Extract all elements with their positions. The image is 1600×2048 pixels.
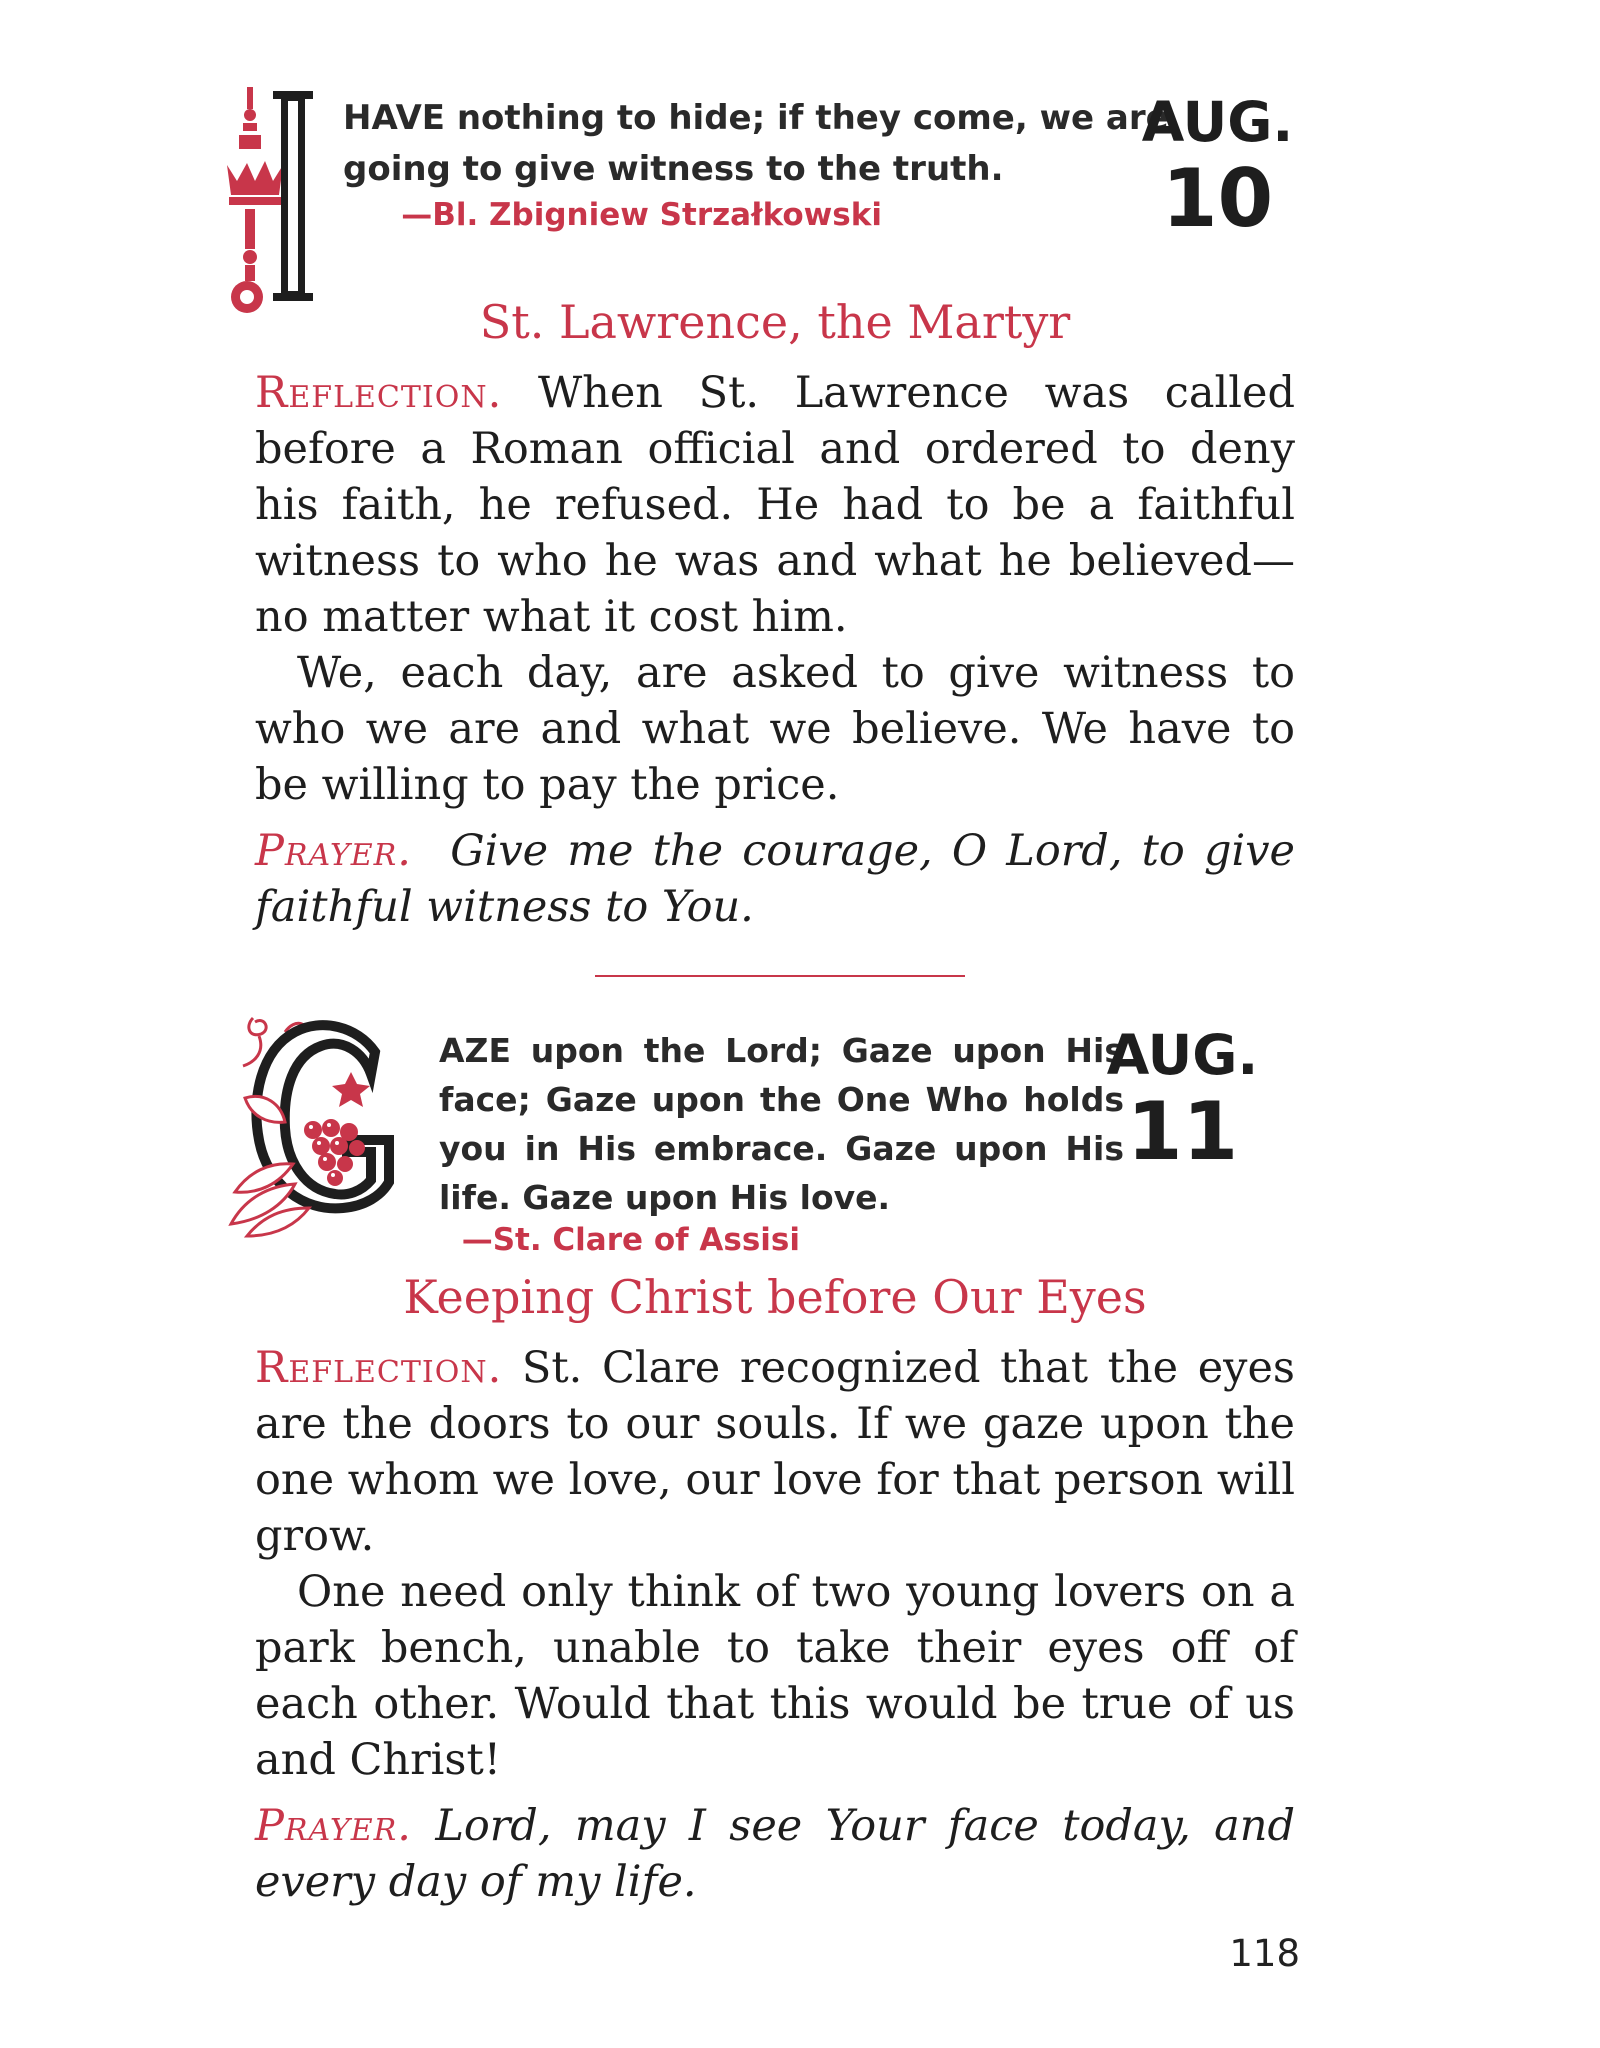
reflection-text: When St. Lawrence was called before a Roman official and ordered to deny his faith, he refused. He had to be a faithful witness to who he was and what he believed—no matter what it cost him. [255, 368, 1296, 642]
reflection-label: Reflection. [255, 1343, 503, 1393]
reflection-paragraph [255, 1340, 1295, 1564]
opening-quote [439, 1026, 1124, 1222]
decorated-initial-g-icon [225, 1012, 415, 1240]
date-day: 11 [1126, 1085, 1239, 1178]
page-number: 118 [1229, 1932, 1300, 1975]
reflection-paragraph: We, each day, are asked to give witness to who we are and what we believe. We have to be willing to pay the price. [255, 648, 1295, 810]
quote-attribution: —St. Clare of Assisi [461, 1222, 800, 1258]
date-month: AUG. [1106, 1023, 1259, 1087]
entry-title: St. Lawrence, the Martyr [479, 295, 1071, 349]
entry-title: Keeping Christ before Our Eyes [403, 1270, 1147, 1324]
reflection-paragraph: One need only think of two young lovers on a park bench, unable to take their eyes off of each other. Would that this would be true of us and Christ! [255, 1567, 1295, 1785]
date-heading [1095, 1024, 1270, 1178]
prayer-paragraph [255, 1798, 1295, 1910]
opening-quote [343, 93, 1223, 195]
entry-body [255, 1340, 1295, 1953]
prayer-label: Prayer. [255, 1801, 412, 1851]
quote-attribution: —Bl. Zbigniew Strzałkowski [401, 197, 882, 233]
date-month: AUG. [1141, 90, 1294, 154]
decorated-initial-i-icon [225, 85, 325, 315]
quote-line: HAVE nothing to hide; if they come, we are [343, 98, 1169, 138]
quote-line: face; Gaze upon the One Who holds [439, 1080, 1124, 1119]
quote-line: going to give witness to the truth. [343, 149, 1004, 189]
section-divider [595, 975, 965, 977]
prayer-paragraph [255, 823, 1295, 935]
prayer-text: Lord, may I see Your face today, and every day of my life. [255, 1801, 1296, 1907]
quote-line: you in His embrace. Gaze upon His [439, 1129, 1124, 1168]
date-heading [1135, 91, 1300, 245]
reflection-text: St. Clare recognized that the eyes are the doors to our souls. If we gaze upon the one whom we love, our love for that person will grow. [255, 1343, 1295, 1561]
prayer-label: Prayer. [255, 826, 412, 876]
entry-body [255, 365, 1295, 978]
quote-line: life. Gaze upon His love. [439, 1178, 891, 1217]
prayer-text: Give me the courage, O Lord, to give faithful witness to You. [255, 826, 1295, 932]
reflection-label: Reflection. [255, 368, 503, 418]
date-day: 10 [1161, 152, 1274, 245]
reflection-paragraph [255, 365, 1295, 645]
quote-line: AZE upon the Lord; Gaze upon His [439, 1031, 1124, 1070]
